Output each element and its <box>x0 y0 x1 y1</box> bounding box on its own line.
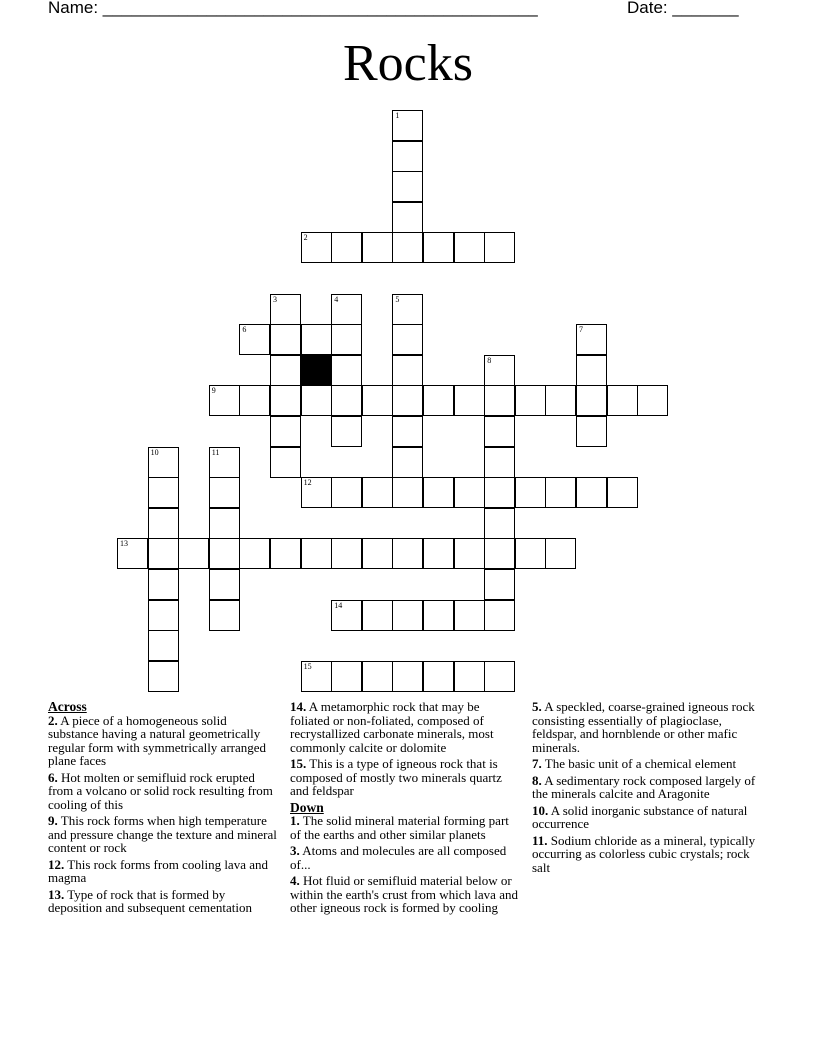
grid-cell[interactable] <box>239 385 270 416</box>
grid-cell[interactable] <box>454 385 485 416</box>
clue-across-15: 15. This is a type of igneous rock that is composed of mostly two minerals quartz and feldspar <box>290 756 502 798</box>
clue-number: 8 <box>487 355 492 365</box>
grid-cell[interactable] <box>270 385 301 416</box>
grid-cell[interactable] <box>454 600 485 631</box>
grid-cell[interactable] <box>331 385 362 416</box>
clue-across-12: 12. This rock forms from cooling lava and magma <box>48 856 268 885</box>
grid-cell[interactable] <box>331 294 362 325</box>
grid-cell[interactable] <box>392 477 423 508</box>
grid-cell[interactable] <box>331 477 362 508</box>
grid-cell[interactable] <box>484 416 515 447</box>
grid-cell[interactable] <box>545 385 576 416</box>
grid-cell[interactable] <box>484 569 515 600</box>
grid-cell[interactable] <box>392 202 423 233</box>
grid-cell[interactable] <box>576 355 607 386</box>
grid-cell[interactable] <box>576 385 607 416</box>
grid-cell[interactable] <box>301 477 332 508</box>
clues-column-1 <box>48 700 280 918</box>
grid-cell[interactable] <box>484 508 515 539</box>
grid-cell[interactable] <box>331 661 362 692</box>
clue-across-2: 2. A piece of a homogeneous solid substance having a natural geometrically regular form with symmetrically arranged plane faces <box>48 712 267 768</box>
grid-cell[interactable] <box>148 447 179 478</box>
grid-cell[interactable] <box>148 630 179 661</box>
grid-cell[interactable] <box>362 477 393 508</box>
grid-cell[interactable] <box>423 385 454 416</box>
grid-cell[interactable] <box>392 232 423 263</box>
grid-cell[interactable] <box>576 477 607 508</box>
clue-number: 9 <box>211 386 216 396</box>
grid-cell[interactable] <box>637 385 668 416</box>
clue-number: 13 <box>120 539 128 549</box>
clue-number: 3 <box>273 294 277 304</box>
clue-number: 15 <box>303 661 312 671</box>
grid-cell[interactable] <box>331 232 362 263</box>
grid-cell[interactable] <box>545 538 576 569</box>
clue-number: 6 <box>242 325 247 335</box>
clue-number: 11 <box>211 447 220 457</box>
grid-cell[interactable] <box>362 232 393 263</box>
clue-across-6: 6. Hot molten or semifluid rock erupted from a volcano or solid rock resulting from cooling of this <box>48 769 273 812</box>
clue-across-9: 9. This rock forms when high temperature and pressure change the texture and mineral content or rock <box>48 813 277 855</box>
grid-cell[interactable] <box>515 538 546 569</box>
grid-cell[interactable] <box>392 385 423 416</box>
puzzle-title: Rocks <box>343 35 473 92</box>
grid-cell[interactable] <box>484 600 515 631</box>
grid-cell[interactable] <box>454 538 485 569</box>
grid-cell[interactable] <box>607 385 638 416</box>
grid-cell[interactable] <box>331 355 362 386</box>
grid-cell[interactable] <box>392 110 423 141</box>
grid-cell[interactable] <box>209 569 240 600</box>
clues-column-2 <box>290 700 522 918</box>
grid-cell[interactable] <box>484 538 515 569</box>
grid-cell[interactable] <box>239 538 270 569</box>
grid-cell[interactable] <box>270 538 301 569</box>
grid-cell[interactable] <box>545 477 576 508</box>
grid-cell[interactable] <box>484 477 515 508</box>
down-heading: Down <box>290 799 324 815</box>
grid-cell[interactable] <box>392 416 423 447</box>
grid-cell[interactable] <box>392 538 423 569</box>
grid-cell[interactable] <box>270 355 301 386</box>
grid-cell[interactable] <box>392 447 423 478</box>
grid-cell[interactable] <box>454 477 485 508</box>
grid-cell[interactable] <box>148 569 179 600</box>
clue-down-11: 11. Sodium chloride as a mineral, typically occurring as colorless cubic crystals; rock salt <box>532 832 756 875</box>
grid-cell[interactable] <box>331 416 362 447</box>
grid-cell[interactable] <box>576 324 607 355</box>
grid-cell[interactable] <box>392 324 423 355</box>
grid-cell[interactable] <box>423 232 454 263</box>
grid-cell[interactable] <box>301 232 332 263</box>
grid-cell[interactable] <box>484 355 515 386</box>
grid-cell[interactable] <box>484 447 515 478</box>
grid-cell[interactable] <box>209 508 240 539</box>
grid-cell[interactable] <box>392 600 423 631</box>
grid-cell[interactable] <box>301 538 332 569</box>
clue-number: 12 <box>303 478 312 488</box>
grid-cell[interactable] <box>117 538 148 569</box>
grid-cell[interactable] <box>423 661 454 692</box>
grid-cell[interactable] <box>392 141 423 172</box>
grid-cell[interactable] <box>607 477 638 508</box>
grid-cell[interactable] <box>239 324 270 355</box>
grid-cell[interactable] <box>270 324 301 355</box>
grid-cell[interactable] <box>148 477 179 508</box>
grid-cell[interactable] <box>484 232 515 263</box>
grid-cell[interactable] <box>148 661 179 692</box>
grid-cell[interactable] <box>301 385 332 416</box>
grid-cell[interactable] <box>209 538 240 569</box>
grid-cell[interactable] <box>392 661 423 692</box>
clue-across-14: 14. A metamorphic rock that may be foliated or non-foliated, composed of recrystallized carbonate minerals, most commonly calcite or dolomite <box>290 699 494 755</box>
grid-cell[interactable] <box>515 385 546 416</box>
grid-cell[interactable] <box>331 324 362 355</box>
name-field[interactable]: Name: ______________________________________________ <box>48 0 538 17</box>
grid-cell[interactable] <box>270 416 301 447</box>
clue-number: 4 <box>334 294 339 304</box>
grid-cell[interactable] <box>331 600 362 631</box>
clue-number: 5 <box>395 294 400 304</box>
grid-cell[interactable] <box>392 355 423 386</box>
grid-cell[interactable] <box>148 508 179 539</box>
grid-cell[interactable] <box>454 661 485 692</box>
grid-cell[interactable] <box>423 600 454 631</box>
clues-column-3 <box>532 700 764 877</box>
grid-cell[interactable] <box>178 538 209 569</box>
grid-cell[interactable] <box>148 538 179 569</box>
grid-cell[interactable] <box>362 600 393 631</box>
clue-down-8: 8. A sedimentary rock composed largely of the minerals calcite and Aragonite <box>532 772 756 801</box>
grid-cell[interactable] <box>362 661 393 692</box>
grid-cell[interactable] <box>148 600 179 631</box>
grid-cell[interactable] <box>209 447 240 478</box>
grid-cell[interactable] <box>270 294 301 325</box>
grid-cell[interactable] <box>392 171 423 202</box>
clue-number: 10 <box>150 447 159 457</box>
grid-cell[interactable] <box>454 232 485 263</box>
grid-cell[interactable] <box>301 661 332 692</box>
grid-cell[interactable] <box>423 477 454 508</box>
clue-down-5: 5. A speckled, coarse-grained igneous rock consisting essentially of plagioclase, feldspar, and hornblende or other mafic minerals. <box>532 699 755 755</box>
grid-cell[interactable] <box>209 477 240 508</box>
clue-number: 1 <box>395 111 400 120</box>
clue-down-10: 10. A solid inorganic substance of natural occurrence <box>532 802 748 831</box>
clue-number: 7 <box>579 325 583 335</box>
grid-cell[interactable] <box>515 477 546 508</box>
grid-cell[interactable] <box>392 294 423 325</box>
grid-cell[interactable] <box>209 600 240 631</box>
clue-number: 14 <box>334 600 343 610</box>
across-heading: Across <box>48 699 87 714</box>
grid-cell[interactable] <box>362 538 393 569</box>
blocked-cell <box>301 355 332 386</box>
grid-cell[interactable] <box>270 447 301 478</box>
grid-cell[interactable] <box>331 538 362 569</box>
clue-down-7: 7. The basic unit of a chemical element <box>532 756 737 771</box>
grid-cell[interactable] <box>576 416 607 447</box>
grid-cell[interactable] <box>484 661 515 692</box>
grid-cell[interactable] <box>484 385 515 416</box>
grid-cell[interactable] <box>209 385 240 416</box>
clue-down-4: 4. Hot fluid or semifluid material below or within the earth's crust from which lava and other igneous rock is formed by cooling <box>290 873 518 915</box>
clue-down-3: 3. Atoms and molecules are all composed of... <box>290 843 507 872</box>
clue-across-13: 13. Type of rock that is formed by deposition and subsequent cementation <box>48 886 252 915</box>
grid-cell[interactable] <box>423 538 454 569</box>
clue-number: 2 <box>303 233 308 243</box>
grid-cell[interactable] <box>301 324 332 355</box>
grid-cell[interactable] <box>362 385 393 416</box>
clue-down-1: 1. The solid mineral material forming part of the earths and other similar planets <box>290 813 509 842</box>
date-field[interactable]: Date: _______ <box>627 0 739 17</box>
